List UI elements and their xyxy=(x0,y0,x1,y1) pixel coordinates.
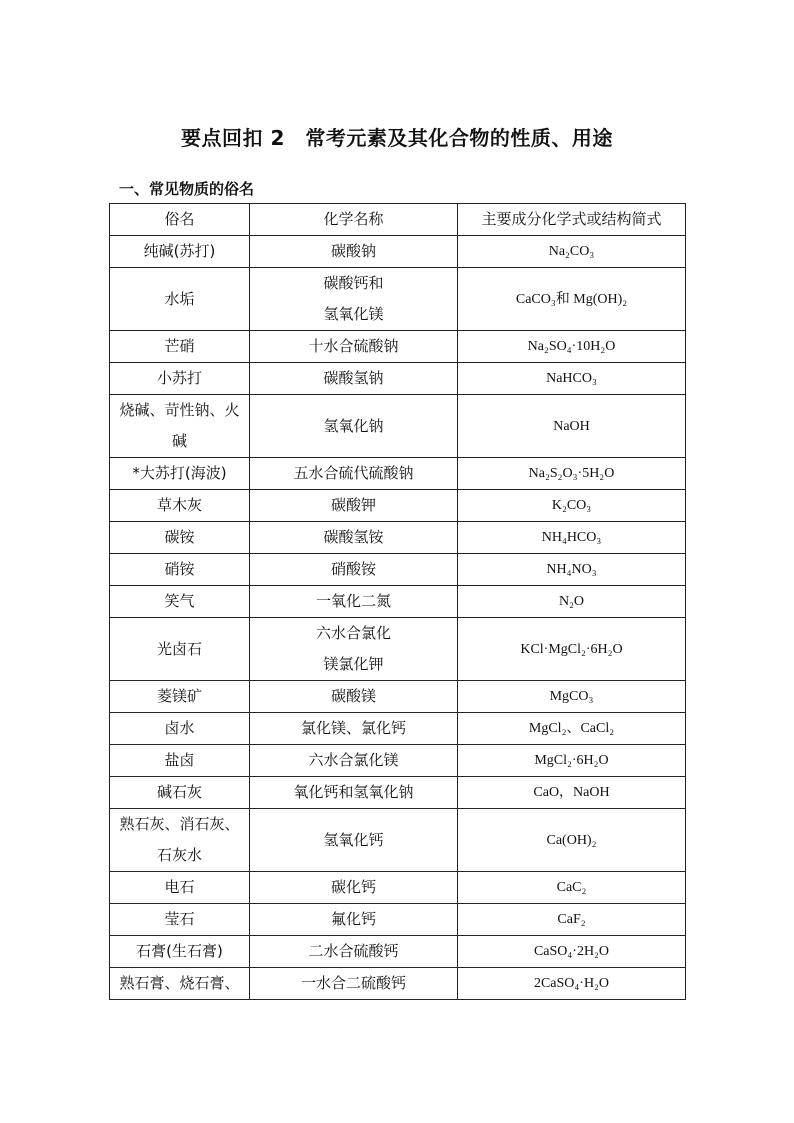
cell-formula: N₂O xyxy=(458,586,686,618)
cell-chemical-name: 氢氧化钠 xyxy=(250,395,458,458)
cell-common-name: 纯碱(苏打) xyxy=(110,236,250,268)
cell-chemical-name: 一水合二硫酸钙 xyxy=(250,968,458,1000)
table-row xyxy=(110,586,686,618)
table-row xyxy=(110,490,686,522)
cell-formula: CaCO₃和 Mg(OH)₂ xyxy=(458,268,686,331)
cell-common-name: 电石 xyxy=(110,872,250,904)
cell-common-name: 笑气 xyxy=(110,586,250,618)
cell-formula: 2CaSO₄·H₂O xyxy=(458,968,686,1000)
table-row xyxy=(110,236,686,268)
cell-formula: Ca(OH)₂ xyxy=(458,809,686,872)
cell-common-name: 水垢 xyxy=(110,268,250,331)
cell-chemical-name: 六水合氯化 镁氯化钾 xyxy=(250,618,458,681)
cell-formula: NH₄HCO₃ xyxy=(458,522,686,554)
cell-common-name: 碳铵 xyxy=(110,522,250,554)
table-row xyxy=(110,458,686,490)
cell-chemical-name: 碳化钙 xyxy=(250,872,458,904)
table-row xyxy=(110,522,686,554)
cell-common-name: 草木灰 xyxy=(110,490,250,522)
table-row xyxy=(110,872,686,904)
cell-formula: CaSO₄·2H₂O xyxy=(458,936,686,968)
cell-common-name: 盐卤 xyxy=(110,745,250,777)
header-chemical-name: 化学名称 xyxy=(250,204,458,236)
cell-chemical-name: 氢氧化钙 xyxy=(250,809,458,872)
cell-common-name: 莹石 xyxy=(110,904,250,936)
cell-common-name: 石膏(生石膏) xyxy=(110,936,250,968)
cell-chemical-name: 碳酸钾 xyxy=(250,490,458,522)
cell-formula: NH₄NO₃ xyxy=(458,554,686,586)
cell-formula: NaOH xyxy=(458,395,686,458)
table-body xyxy=(110,236,686,1000)
cell-formula: Na₂SO₄·10H₂O xyxy=(458,331,686,363)
cell-chemical-name: 十水合硫酸钠 xyxy=(250,331,458,363)
cell-chemical-name: 碳酸钠 xyxy=(250,236,458,268)
cell-chemical-name: 一氧化二氮 xyxy=(250,586,458,618)
section-heading: 一、常见物质的俗名 xyxy=(119,180,255,198)
table-row xyxy=(110,904,686,936)
cell-formula: Na₂S₂O₃·5H₂O xyxy=(458,458,686,490)
cell-chemical-name: 氟化钙 xyxy=(250,904,458,936)
cell-formula: MgCl₂、CaCl₂ xyxy=(458,713,686,745)
cell-formula: MgCO₃ xyxy=(458,681,686,713)
cell-common-name: 熟石膏、烧石膏、 xyxy=(110,968,250,1000)
cell-chemical-name: 硝酸铵 xyxy=(250,554,458,586)
cell-chemical-name: 五水合硫代硫酸钠 xyxy=(250,458,458,490)
cell-chemical-name: 碳酸氢钠 xyxy=(250,363,458,395)
table-row xyxy=(110,363,686,395)
cell-formula: Na₂CO₃ xyxy=(458,236,686,268)
cell-common-name: *大苏打(海波) xyxy=(110,458,250,490)
cell-chemical-name: 氧化钙和氢氧化钠 xyxy=(250,777,458,809)
header-common-name: 俗名 xyxy=(110,204,250,236)
table-row xyxy=(110,745,686,777)
cell-common-name: 芒硝 xyxy=(110,331,250,363)
table-row xyxy=(110,618,686,681)
cell-formula: NaHCO₃ xyxy=(458,363,686,395)
cell-common-name: 卤水 xyxy=(110,713,250,745)
cell-common-name: 碱石灰 xyxy=(110,777,250,809)
table-row xyxy=(110,681,686,713)
cell-common-name: 烧碱、苛性钠、火 碱 xyxy=(110,395,250,458)
table-row xyxy=(110,331,686,363)
cell-chemical-name: 六水合氯化镁 xyxy=(250,745,458,777)
cell-formula: KCl·MgCl₂·6H₂O xyxy=(458,618,686,681)
table-row xyxy=(110,713,686,745)
cell-common-name: 熟石灰、消石灰、 石灰水 xyxy=(110,809,250,872)
header-formula: 主要成分化学式或结构简式 xyxy=(458,204,686,236)
cell-common-name: 光卤石 xyxy=(110,618,250,681)
cell-chemical-name: 碳酸钙和 氢氧化镁 xyxy=(250,268,458,331)
cell-chemical-name: 氯化镁、氯化钙 xyxy=(250,713,458,745)
cell-common-name: 硝铵 xyxy=(110,554,250,586)
table-row xyxy=(110,777,686,809)
table-row xyxy=(110,936,686,968)
cell-chemical-name: 二水合硫酸钙 xyxy=(250,936,458,968)
cell-formula: K₂CO₃ xyxy=(458,490,686,522)
cell-formula: CaF₂ xyxy=(458,904,686,936)
cell-chemical-name: 碳酸镁 xyxy=(250,681,458,713)
cell-common-name: 小苏打 xyxy=(110,363,250,395)
cell-formula: MgCl₂·6H₂O xyxy=(458,745,686,777)
table-row xyxy=(110,809,686,872)
common-names-table xyxy=(109,203,686,1000)
table-row xyxy=(110,268,686,331)
table-row xyxy=(110,395,686,458)
cell-formula: CaC₂ xyxy=(458,872,686,904)
table-header-row xyxy=(110,204,686,236)
cell-chemical-name: 碳酸氢铵 xyxy=(250,522,458,554)
page-title: 要点回扣 2 常考元素及其化合物的性质、用途 xyxy=(181,126,613,150)
table-row xyxy=(110,554,686,586)
cell-formula: CaO，NaOH xyxy=(458,777,686,809)
cell-common-name: 菱镁矿 xyxy=(110,681,250,713)
table-row xyxy=(110,968,686,1000)
